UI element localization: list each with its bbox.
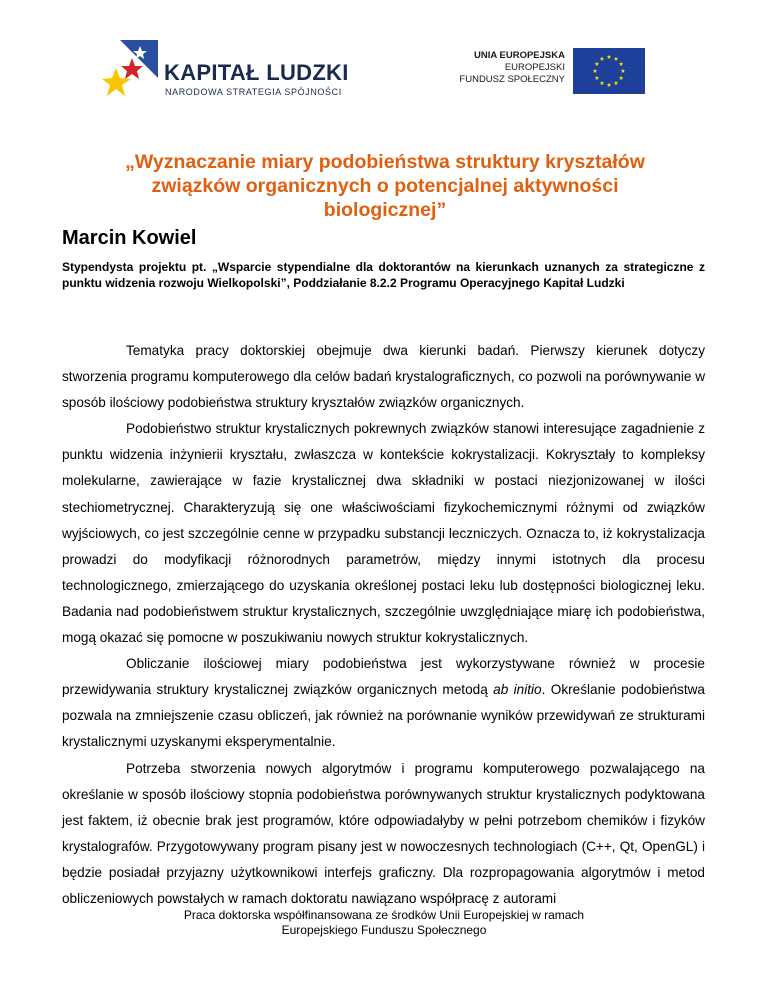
kapital-ludzki-title: KAPITAŁ LUDZKI bbox=[164, 60, 349, 85]
footer-line-2: Europejskiego Funduszu Społecznego bbox=[281, 923, 487, 937]
document-title: „Wyznaczanie miary podobieństwa struktury kryształów związków organicznych o potencjalnej aktywności biologicznej” bbox=[125, 151, 645, 221]
eu-flag-icon bbox=[573, 48, 645, 94]
paragraph-4: Potrzeba stworzenia nowych algorytmów i programu komputerowego pozwalającego na określanie w sposób ilościowy stopnia podobieństwa porównywanych struktur krystalicznych podyktowana jest faktem, iż obecnie brak jest programów, które odpowiadałyby w pełni potrzebom chemików i fizyków krystalografów. Przygotowywany program pisany jest w nowoczesnych technologiach (C++, Qt, OpenGL) i będzie posiadał przyjazny użytkownikowi interfejs graficzny. Dla rozpropagowania algorytmów i metod obliczeniowych powstałych w ramach doktoratu nawiązano współpracę z autorami bbox=[62, 760, 705, 906]
eu-fund-text bbox=[459, 50, 565, 86]
author-name: Marcin Kowiel bbox=[62, 227, 197, 249]
kapital-ludzki-logo bbox=[102, 38, 349, 108]
eu-line3: FUNDUSZ SPOŁECZNY bbox=[459, 74, 565, 85]
paragraph-3-italic: ab initio bbox=[493, 682, 542, 698]
paragraph-3 bbox=[62, 651, 705, 755]
paragraph-3-end: . Określanie podobieństwa pozwala na zmniejszenie czasu obliczeń, jak również na porównanie wyników przewidywań ze strukturami krystalicznymi uzyskanymi eksperymentalnie. bbox=[62, 682, 705, 750]
page-footer bbox=[0, 908, 768, 938]
eu-fund-logo bbox=[455, 48, 645, 96]
eu-line2: EUROPEJSKI bbox=[504, 62, 565, 73]
eu-title: UNIA EUROPEJSKA bbox=[474, 50, 565, 61]
kapital-ludzki-subtitle: NARODOWA STRATEGIA SPÓJNOŚCI bbox=[165, 87, 342, 97]
paragraph-1: Tematyka pracy doktorskiej obejmuje dwa kierunki badań. Pierwszy kierunek dotyczy stworzenia programu komputerowego dla celów badań krystalograficznych, co pozwoli na porównywanie w sposób ilościowy podobieństwa struktury kryształów związków organicznych. bbox=[62, 343, 706, 411]
footer-line-1: Praca doktorska współfinansowana ze środków Unii Europejskiej w ramach bbox=[183, 908, 585, 922]
document-subtitle: Stypendysta projektu pt. „Wsparcie stypendialne dla doktorantów na kierunkach uznanych za strategiczne z punktu widzenia rozwoju Wielkopolski”, Poddziałanie 8.2.2 Programu Operacyjnego Kapitał Ludzki bbox=[62, 260, 705, 290]
paragraph-3-start: Obliczanie ilościowej miary podobieństwa jest wykorzystywane również w procesie przewidywania struktury krystalicznej związków organicznych metodą bbox=[62, 656, 705, 698]
kapital-ludzki-emblem-icon bbox=[102, 38, 162, 108]
document-body bbox=[62, 338, 705, 912]
paragraph-2: Podobieństwo struktur krystalicznych pokrewnych związków stanowi interesujące zagadnienie z punktu widzenia inżynierii kryształu, zwłaszcza w kontekście kokrystalizacji. Kokryształy to kompleksy molekularne, zawierające w fazie krystalicznej dwa składniki w postaci niezjonizowanej w ilości stechiometrycznej. Charakteryzują się one właściwościami fizykochemicznymi różnymi od związków wyjściowych, co jest szczególnie cenne w przypadku substancji leczniczych. Oznacza to, iż kokrystalizacja prowadzi do modyfikacji różnorodnych parametrów, między innymi istotnych dla procesu technologicznego, zmierzającego do uzyskania określonej postaci leku lub dostępności biologicznej leku. Badania nad podobieństwem struktur krystalicznych, szczególnie uwzględniające miarę ich podobieństwa, mogą okazać się pomocne w poszukiwaniu nowych struktur kokrystalicznych. bbox=[62, 421, 705, 646]
